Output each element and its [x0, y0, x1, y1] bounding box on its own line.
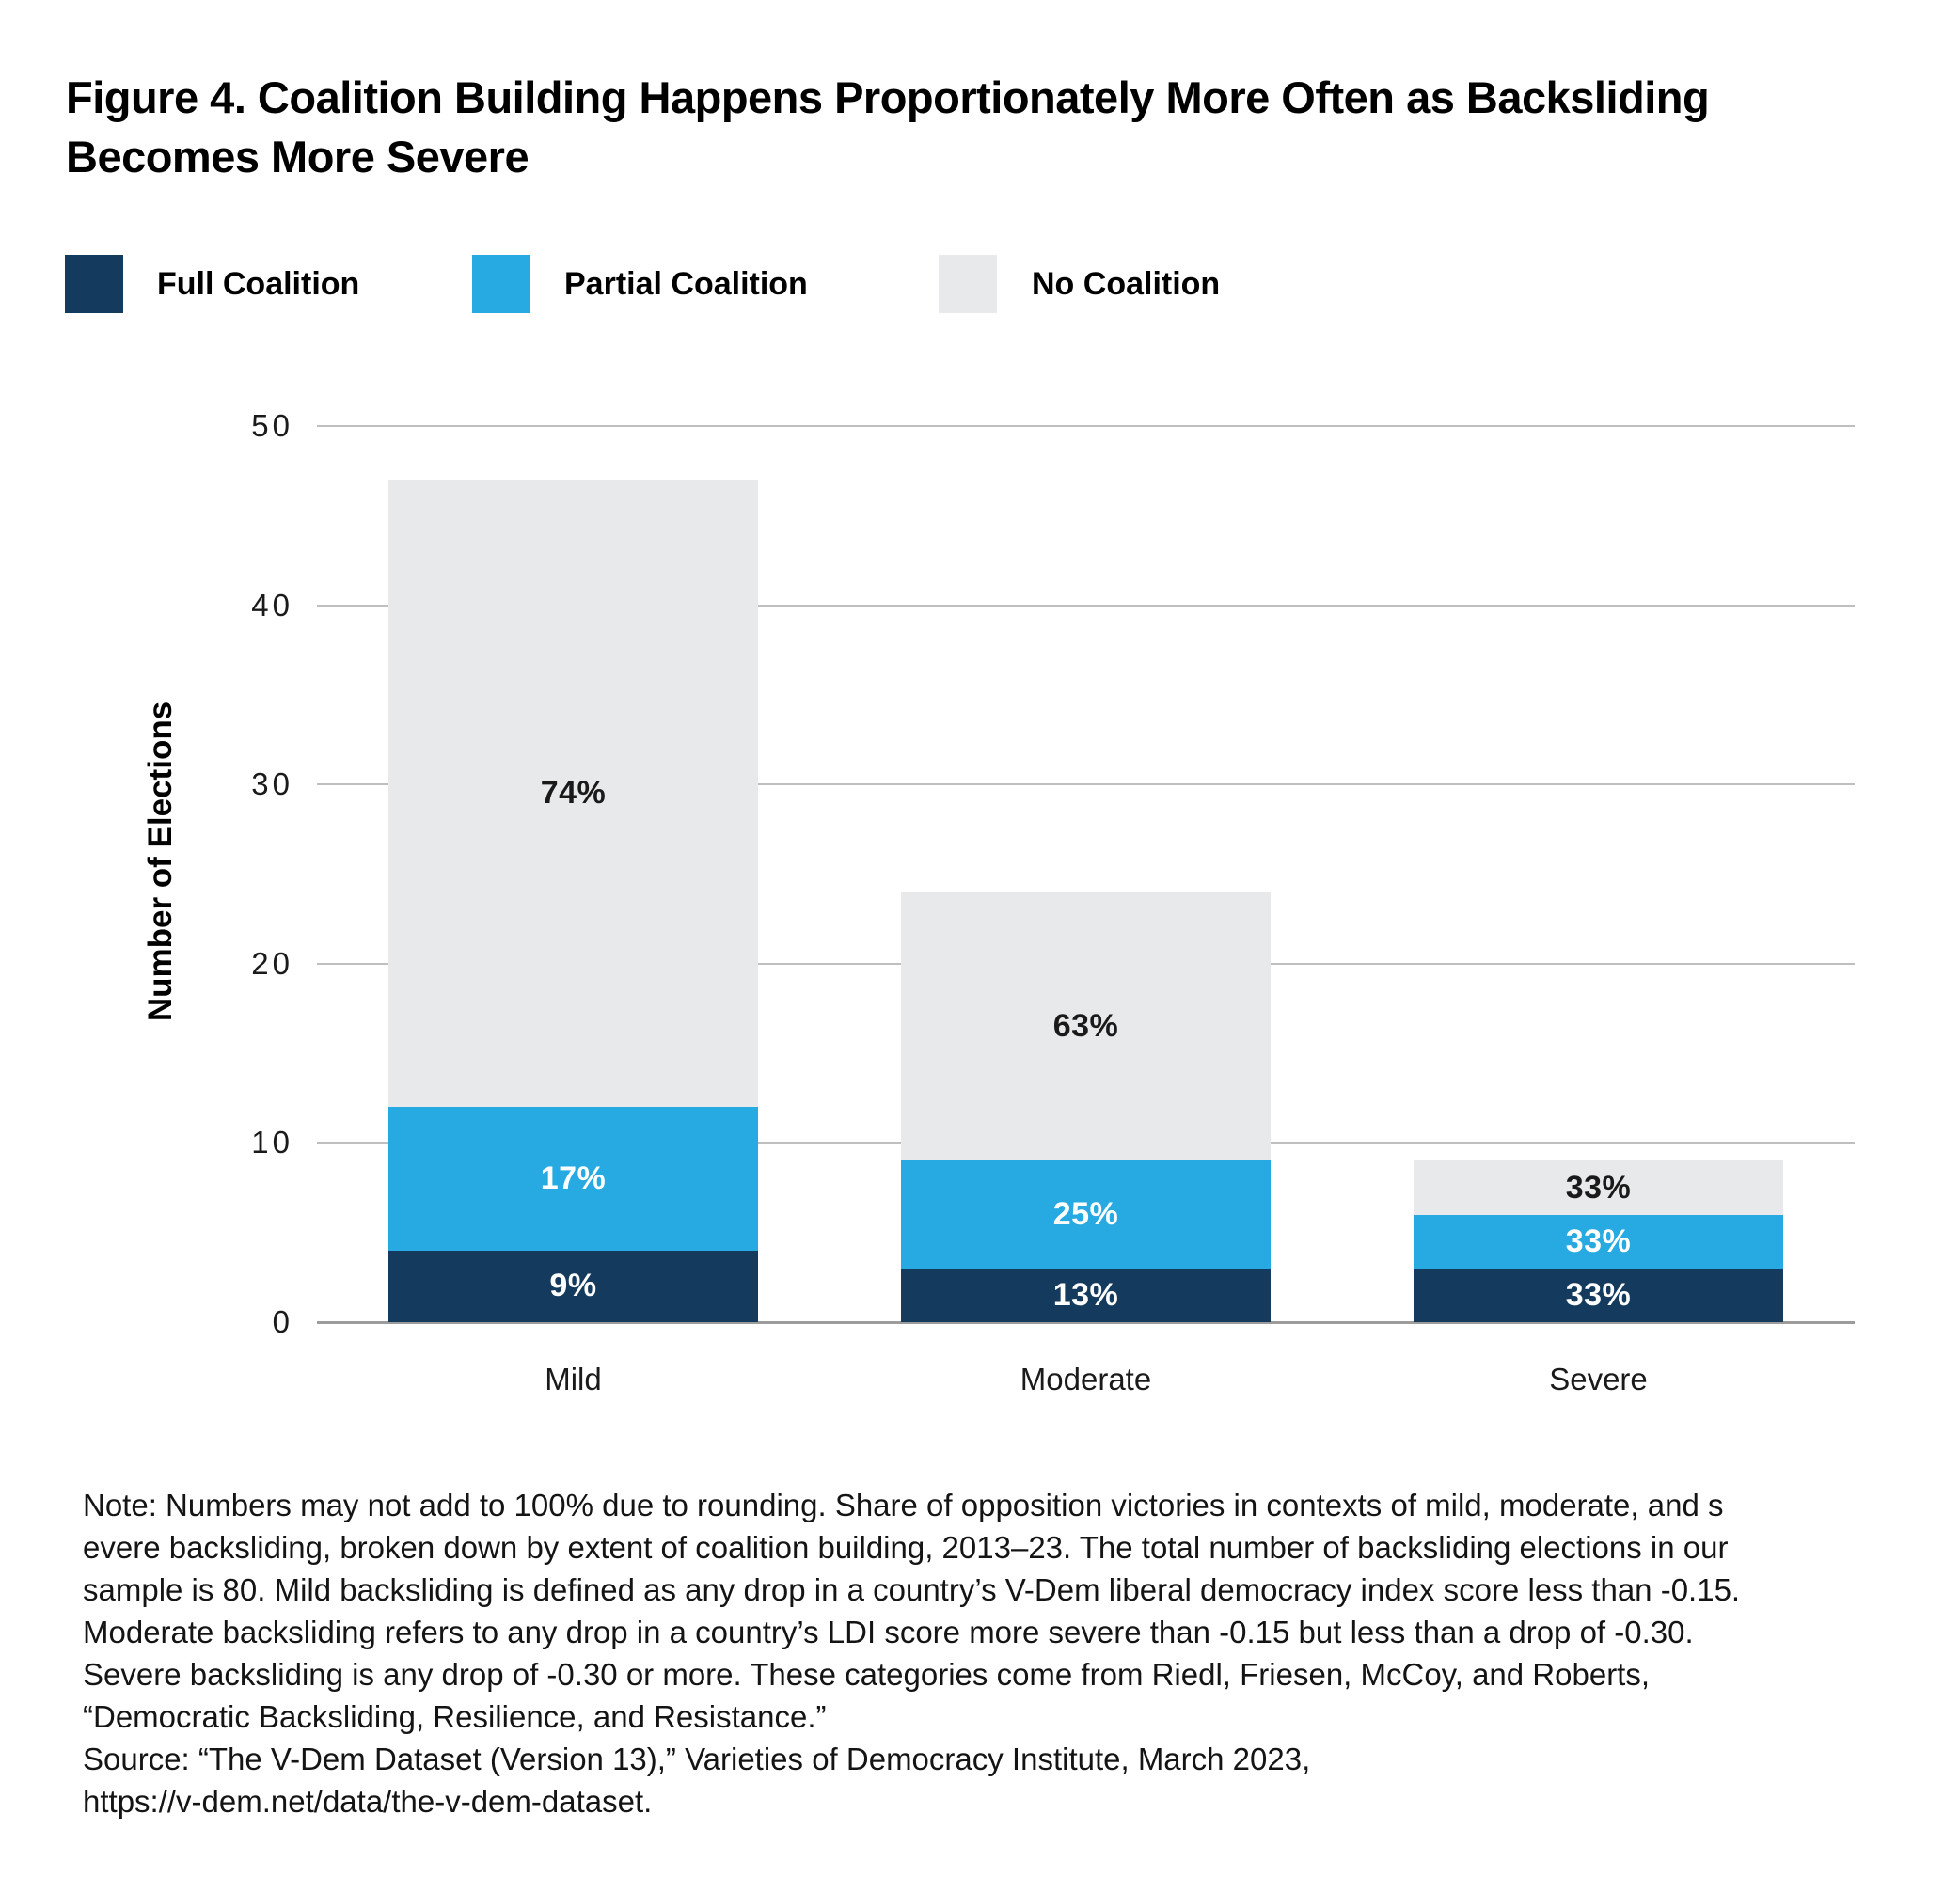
y-tick-label: 10: [251, 1125, 293, 1160]
segment-full-coalition-mild: [388, 1251, 758, 1322]
segment-partial-coalition-mild: [388, 1107, 758, 1250]
y-tick-label: 0: [272, 1304, 293, 1339]
legend-label-no-coalition: No Coalition: [1032, 266, 1221, 302]
segment-label: 33%: [1565, 1222, 1632, 1259]
segment-partial-coalition-moderate: [901, 1160, 1271, 1268]
note-line: Note: Numbers may not add to 100% due to rounding. Share of opposition victories in contexts of mild, moderate, and s: [83, 1488, 1724, 1522]
note-line: “Democratic Backsliding, Resilience, and Resistance.”: [83, 1699, 827, 1734]
note-line: https://v-dem.net/data/the-v-dem-dataset.: [83, 1784, 653, 1819]
note-line: Source: “The V-Dem Dataset (Version 13),” Varieties of Democracy Institute, March 2023,: [83, 1742, 1311, 1776]
note-line: evere backsliding, broken down by extent of coalition building, 2013–23. The total number of backsliding elections in our: [83, 1530, 1729, 1565]
segment-label: 17%: [540, 1160, 607, 1196]
figure-title: [66, 68, 1709, 186]
segment-label: 63%: [1052, 1007, 1119, 1044]
note-line: sample is 80. Mild backsliding is defined as any drop in a country’s V-Dem liberal democracy index score less than -0.15.: [83, 1572, 1741, 1607]
figure-note: [83, 1484, 1740, 1822]
segment-no-coalition-mild: [388, 480, 758, 1107]
segment-label: 9%: [549, 1268, 597, 1304]
legend-label-full-coalition: Full Coalition: [157, 266, 360, 302]
segment-no-coalition-severe: [1414, 1160, 1783, 1214]
figure-title-line-1: Figure 4. Coalition Building Happens Proportionately More Often as Backsliding: [66, 72, 1710, 122]
legend-swatch-partial-coalition: [472, 255, 530, 313]
legend-swatch-no-coalition: [939, 255, 997, 313]
segment-label: 25%: [1052, 1196, 1119, 1233]
y-tick-label: 40: [251, 587, 293, 623]
legend-swatch-full-coalition: [65, 255, 123, 313]
segment-full-coalition-severe: [1414, 1269, 1783, 1322]
segment-label: 13%: [1052, 1276, 1119, 1313]
segment-no-coalition-moderate: [901, 892, 1271, 1161]
note-line: Moderate backsliding refers to any drop in a country’s LDI score more severe than -0.15 but less than a drop of -0.30.: [83, 1615, 1694, 1649]
x-tick-label: Severe: [1549, 1362, 1648, 1396]
figure-title-line-2: Becomes More Severe: [66, 132, 530, 181]
segment-label: 33%: [1565, 1276, 1632, 1313]
y-tick-label: 30: [251, 766, 293, 802]
segment-label: 33%: [1565, 1169, 1632, 1206]
legend-label-partial-coalition: Partial Coalition: [564, 266, 808, 302]
segment-partial-coalition-severe: [1414, 1215, 1783, 1269]
segment-full-coalition-moderate: [901, 1269, 1271, 1322]
x-tick-label: Moderate: [1020, 1362, 1152, 1396]
y-axis-title: Number of Elections: [142, 701, 179, 1022]
y-tick-label: 20: [251, 945, 293, 981]
segment-label: 74%: [540, 775, 607, 812]
gridline: [317, 425, 1855, 427]
x-tick-label: Mild: [545, 1362, 602, 1396]
y-tick-label: 50: [251, 408, 293, 443]
note-line: Severe backsliding is any drop of -0.30 or more. These categories come from Riedl, Friesen, McCoy, and Roberts,: [83, 1657, 1651, 1692]
